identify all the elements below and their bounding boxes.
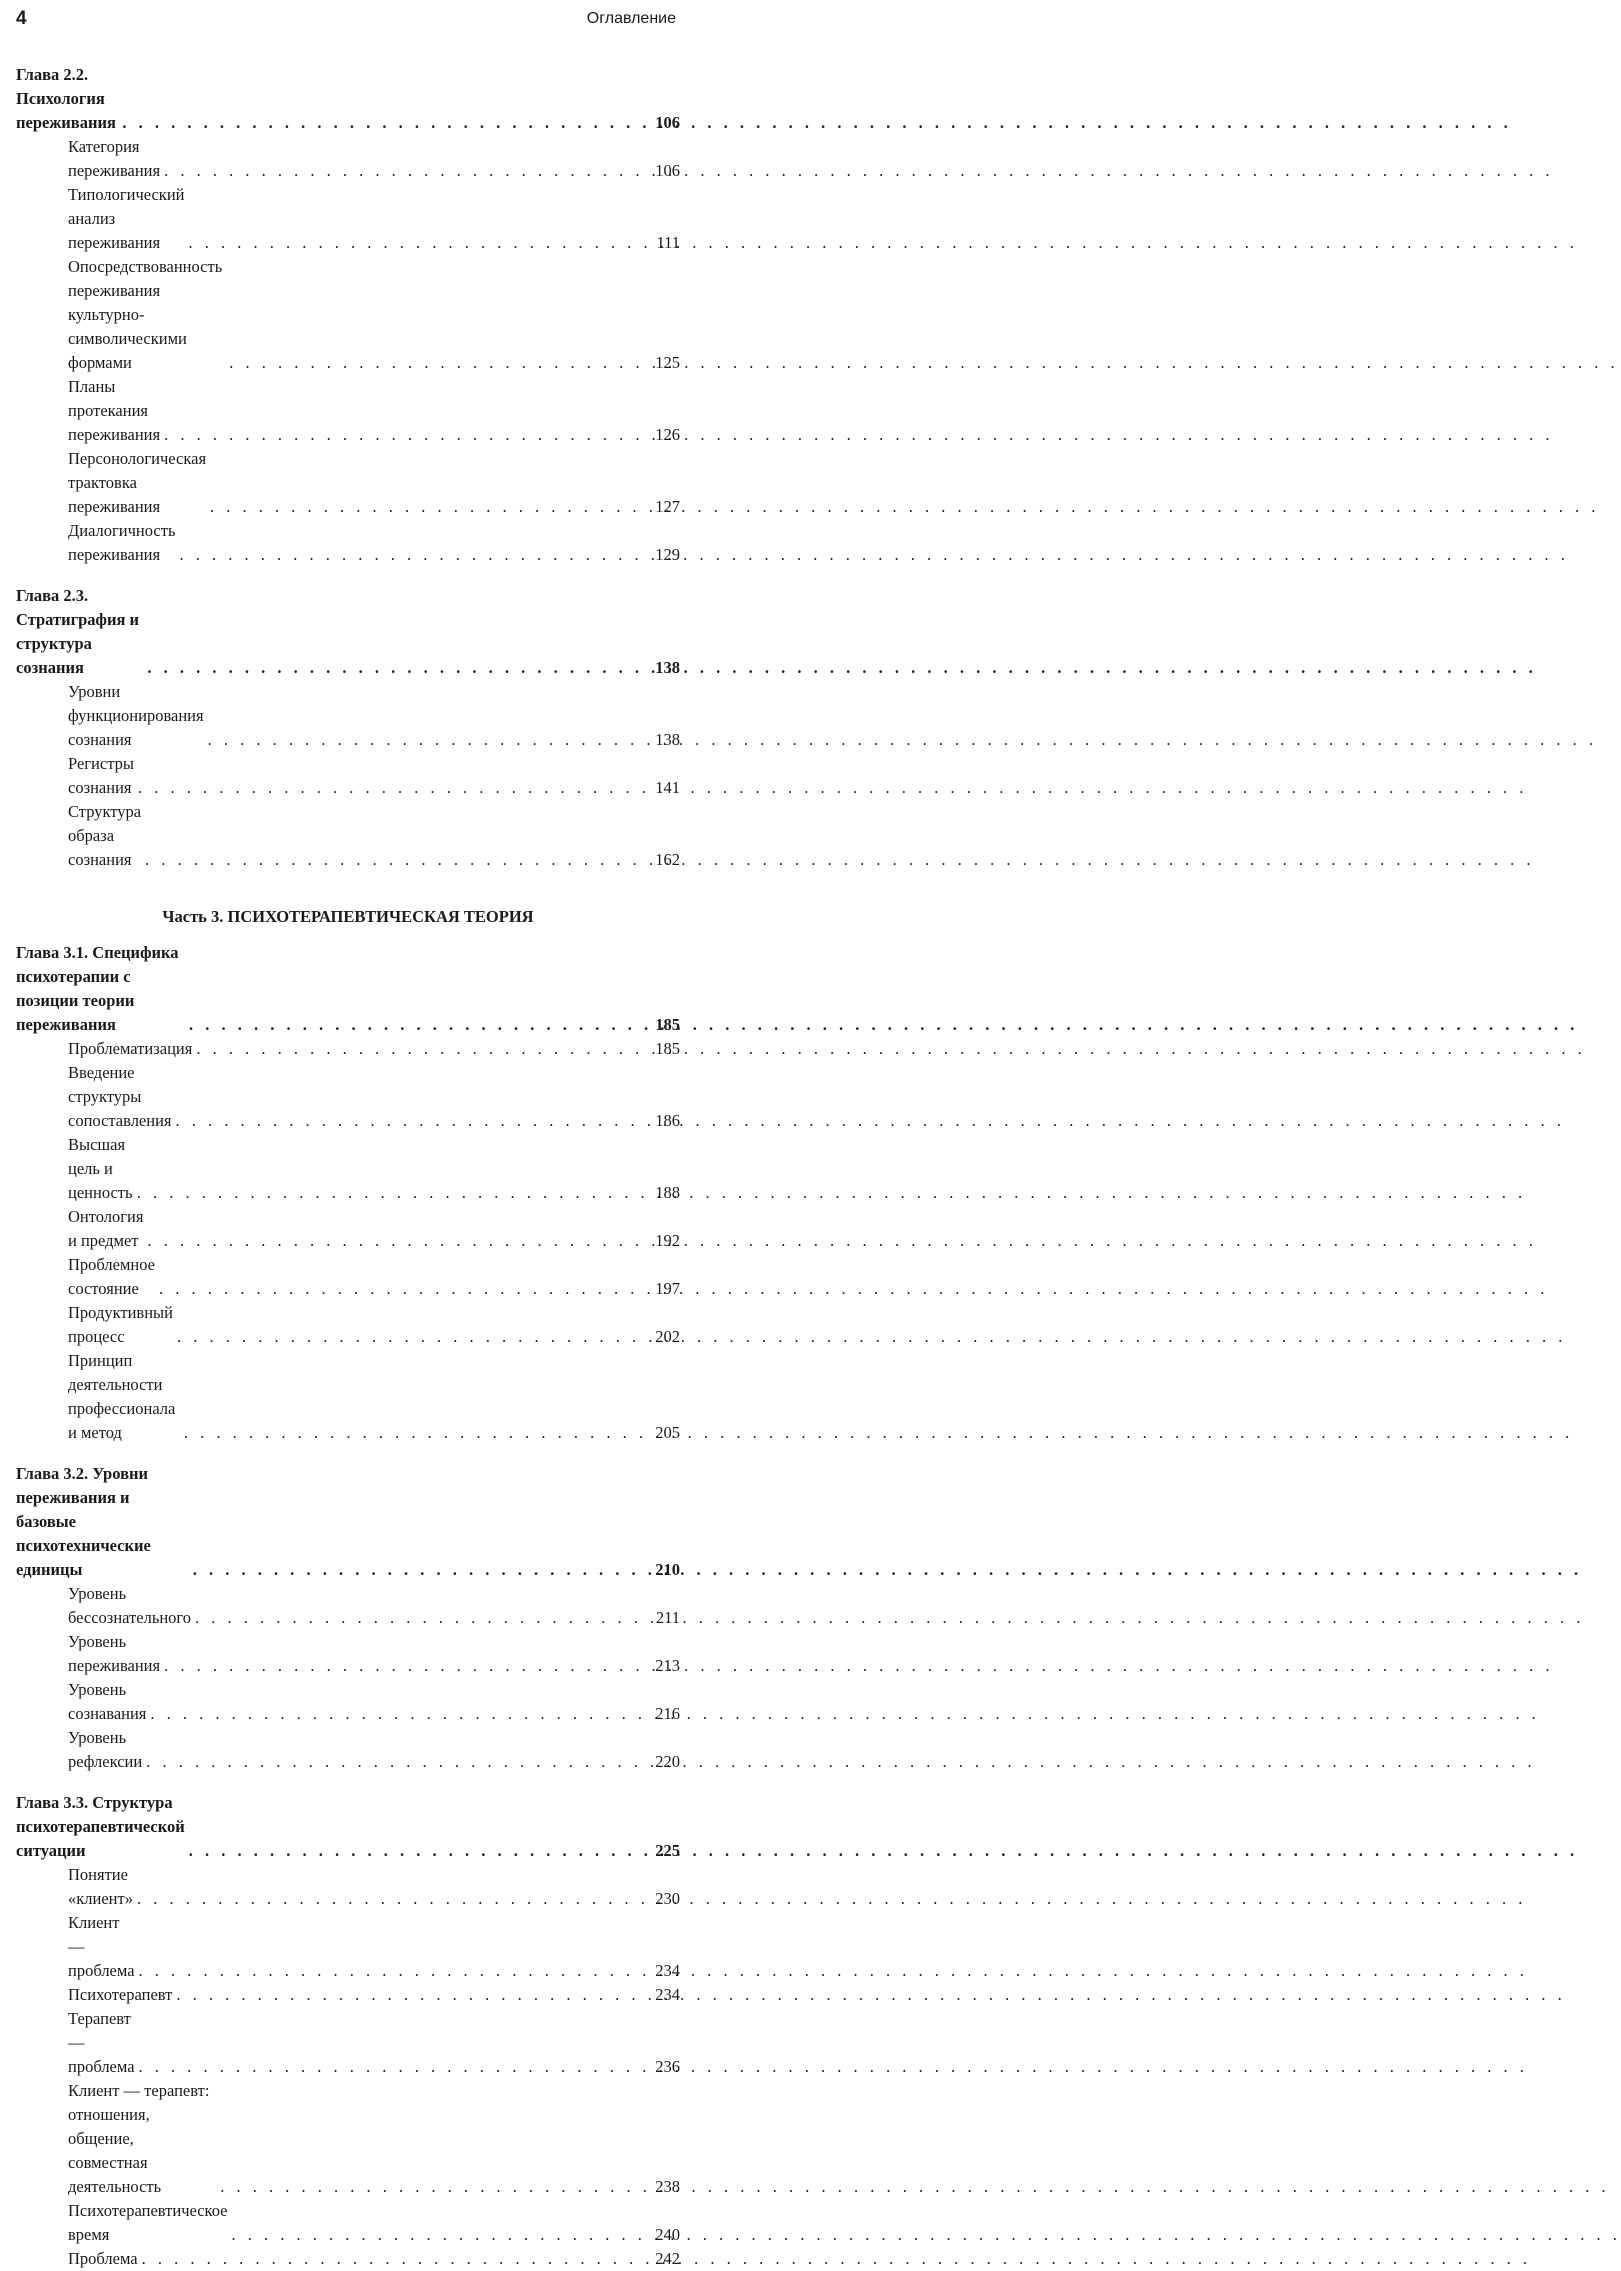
leader-dots: [137, 1887, 651, 1911]
section-entry-title: Клиент — терапевт: отношения, общение, совместная деятельность: [68, 2081, 210, 2196]
section-entry-page-number: 205: [655, 1423, 680, 1442]
leader-dots: [139, 2055, 652, 2079]
section-entry[interactable]: [16, 800, 680, 872]
page-number: 4: [16, 8, 27, 29]
leader-dots: [210, 495, 651, 519]
section-entry-page-number: 185: [655, 1039, 680, 1058]
section-entry[interactable]: [16, 752, 680, 800]
chapter-entry-page-number: 210: [655, 1560, 680, 1579]
chapter-entry-page-number: 185: [655, 1015, 680, 1034]
section-entry-title: Введение структуры сопоставления: [68, 1063, 172, 1130]
section-entry-page-number: 234: [655, 1961, 680, 1980]
chapter-block: [16, 63, 680, 567]
chapter-entry-title: Глава 3.1. Специфика психотерапии с позиции теории переживания: [16, 943, 179, 1034]
section-entry-title: Проблема: [68, 2249, 138, 2268]
section-entry-page-number: 230: [655, 1889, 680, 1908]
section-entry-page-number: 216: [655, 1704, 680, 1723]
section-entry[interactable]: [16, 1863, 680, 1911]
leader-dots: [179, 543, 651, 567]
leader-dots: [184, 1421, 651, 1445]
leader-dots: [193, 1558, 652, 1582]
section-entry-title: Уровень сознавания: [68, 1680, 147, 1723]
section-entry[interactable]: [16, 680, 680, 752]
part-heading: Часть 3. ПСИХОТЕРАПЕВТИЧЕСКАЯ ТЕОРИЯ: [162, 907, 534, 926]
section-entry-title: Уровень бессознательного: [68, 1584, 192, 1627]
toc-group-part-2: [16, 63, 680, 872]
leader-dots: [147, 656, 651, 680]
section-entry[interactable]: [16, 1133, 680, 1205]
chapter-entry-title: Глава 2.3. Стратиграфия и структура сознания: [16, 586, 140, 677]
section-entry-title: Клиент — проблема: [68, 1913, 135, 1980]
section-entry[interactable]: [16, 1582, 680, 1630]
leader-dots: [138, 776, 651, 800]
section-entry-page-number: 138: [655, 730, 680, 749]
table-of-contents: [16, 63, 680, 2271]
leader-dots: [122, 111, 651, 135]
chapter-block: [16, 941, 680, 1445]
section-entry-title: Психотерапевтическое время: [68, 2201, 228, 2244]
section-entry[interactable]: [16, 1983, 680, 2007]
section-entry-page-number: 197: [655, 1279, 680, 1298]
chapter-entry[interactable]: [16, 1791, 680, 1863]
section-entry-title: Категория переживания: [68, 137, 161, 180]
chapter-block: [16, 584, 680, 872]
section-entry[interactable]: [16, 1037, 680, 1061]
section-entry-page-number: 162: [655, 850, 680, 869]
leader-dots: [146, 1750, 651, 1774]
leader-dots: [176, 1983, 651, 2007]
section-entry[interactable]: [16, 375, 680, 447]
section-entry[interactable]: [16, 1911, 680, 1983]
leader-dots: [142, 2247, 652, 2271]
leader-dots: [177, 1325, 651, 1349]
leader-dots: [147, 1229, 651, 1253]
section-entry-title: Высшая цель и ценность: [68, 1135, 133, 1202]
chapter-entry-page-number: 225: [655, 1841, 680, 1860]
section-entry-page-number: 141: [655, 778, 680, 797]
leader-dots: [159, 1277, 651, 1301]
section-entry[interactable]: [16, 255, 680, 375]
chapter-entry-title: Глава 2.2. Психология переживания: [16, 65, 116, 132]
section-entry-page-number: 111: [656, 233, 680, 252]
section-entry-page-number: 202: [655, 1327, 680, 1346]
section-entry-title: Уровень рефлексии: [68, 1728, 143, 1771]
section-entry[interactable]: [16, 1061, 680, 1133]
section-entry-page-number: 188: [655, 1183, 680, 1202]
chapter-entry-page-number: 106: [655, 113, 680, 132]
section-entry-title: Опосредствованность переживания культурно-символическими формами: [68, 257, 223, 372]
section-entry-title: Понятие «клиент»: [68, 1865, 133, 1908]
section-entry-page-number: 242: [655, 2249, 680, 2268]
chapter-entry[interactable]: [16, 584, 680, 680]
running-head: Оглавление: [586, 10, 676, 27]
section-entry-title: Онтология и предмет: [68, 1207, 144, 1250]
section-entry[interactable]: [16, 2007, 680, 2079]
leader-dots: [189, 1839, 651, 1863]
chapter-entry-title: Глава 3.2. Уровни переживания и базовые психотехнические единицы: [16, 1464, 151, 1579]
leader-dots: [137, 1181, 652, 1205]
section-entry-page-number: 236: [655, 2057, 680, 2076]
leader-dots: [139, 1959, 652, 1983]
leader-dots: [232, 2223, 652, 2247]
section-entry-title: Регистры сознания: [68, 754, 134, 797]
leader-dots: [164, 423, 651, 447]
section-entry-title: Проблематизация: [68, 1039, 193, 1058]
section-entry[interactable]: [16, 2247, 680, 2271]
chapter-entry[interactable]: [16, 941, 680, 1037]
section-entry-title: Уровни функционирования сознания: [68, 682, 204, 749]
leader-dots: [196, 1037, 651, 1061]
section-entry-title: Психотерапевт: [68, 1985, 173, 2004]
leader-dots: [164, 159, 651, 183]
chapter-block: [16, 1462, 680, 1774]
section-entry-page-number: 220: [655, 1752, 680, 1771]
section-entry[interactable]: [16, 1349, 680, 1445]
section-entry[interactable]: [16, 1253, 680, 1301]
section-entry[interactable]: [16, 2199, 680, 2247]
leader-dots: [220, 2175, 651, 2199]
section-entry-title: Терапевт — проблема: [68, 2009, 135, 2076]
section-entry-title: Типологический анализ переживания: [68, 185, 185, 252]
section-entry-page-number: 234: [655, 1985, 680, 2004]
section-entry-page-number: 240: [655, 2225, 680, 2244]
section-entry[interactable]: [16, 1678, 680, 1726]
section-entry-title: Продуктивный процесс: [68, 1303, 173, 1346]
chapter-block: [16, 1791, 680, 2271]
leader-dots: [229, 351, 651, 375]
section-entry-title: Планы протекания переживания: [68, 377, 161, 444]
section-entry-title: Уровень переживания: [68, 1632, 161, 1675]
section-entry-title: Структура образа сознания: [68, 802, 142, 869]
section-entry[interactable]: [16, 2079, 680, 2199]
chapter-entry[interactable]: [16, 63, 680, 135]
section-entry-page-number: 127: [655, 497, 680, 516]
section-entry[interactable]: [16, 1630, 680, 1678]
section-entry[interactable]: [16, 1726, 680, 1774]
section-entry-title: Проблемное состояние: [68, 1255, 156, 1298]
leader-dots: [164, 1654, 651, 1678]
leader-dots: [195, 1606, 652, 1630]
section-entry-page-number: 186: [655, 1111, 680, 1130]
section-entry-title: Персонологическая трактовка переживания: [68, 449, 207, 516]
section-entry[interactable]: [16, 1205, 680, 1253]
section-entry-page-number: 238: [655, 2177, 680, 2196]
chapter-entry-title: Глава 3.3. Структура психотерапевтической ситуации: [16, 1793, 185, 1860]
section-entry-page-number: 126: [655, 425, 680, 444]
leader-dots: [150, 1702, 651, 1726]
chapter-entry[interactable]: [16, 1462, 680, 1582]
leader-dots: [188, 231, 652, 255]
section-entry[interactable]: [16, 447, 680, 519]
section-entry-title: Принцип деятельности профессионала и метод: [68, 1351, 176, 1442]
section-entry[interactable]: [16, 1301, 680, 1349]
section-entry-page-number: 192: [655, 1231, 680, 1250]
chapter-entry-page-number: 138: [655, 658, 680, 677]
section-entry[interactable]: [16, 519, 680, 567]
section-entry[interactable]: [16, 135, 680, 183]
section-entry-page-number: 125: [655, 353, 680, 372]
section-entry-title: Диалогичность переживания: [68, 521, 176, 564]
section-entry-page-number: 213: [655, 1656, 680, 1675]
leader-dots: [176, 1109, 652, 1133]
leader-dots: [145, 848, 651, 872]
leader-dots: [208, 728, 652, 752]
toc-group-part-3: [16, 941, 680, 2271]
leader-dots: [189, 1013, 651, 1037]
section-entry-page-number: 129: [655, 545, 680, 564]
section-entry-page-number: 106: [655, 161, 680, 180]
section-entry[interactable]: [16, 183, 680, 255]
section-entry-page-number: 211: [655, 1608, 680, 1627]
